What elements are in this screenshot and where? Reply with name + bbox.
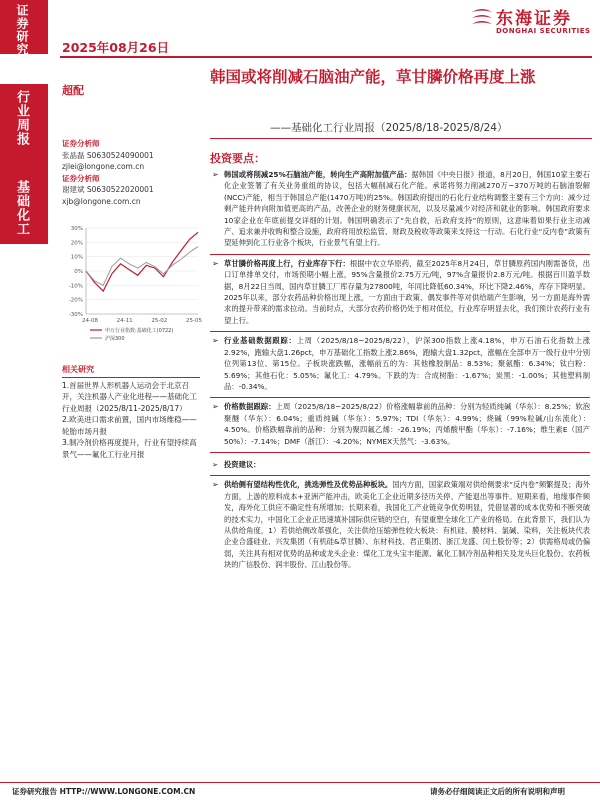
related-heading: 相关研究 [62, 364, 200, 378]
analyst-label: 证券分析师 [62, 173, 100, 183]
related-item[interactable]: 1.首届世界人形机器人运动会于北京召开，关注机器人产业化进程——基础化工行业周报（2025/8/11-2025/8/17） [62, 380, 197, 413]
analyst-label: 证券分析师 [62, 139, 100, 148]
report-date: 2025年08月26日 [62, 40, 170, 55]
report-body [210, 166, 590, 571]
bullet-icon: ➢ [212, 336, 219, 346]
chart-y-tick-label: -20% [68, 297, 83, 304]
footer-disclaimer: 请务必仔细阅读正文后的所有说明和声明 [430, 787, 565, 796]
section-title: 投资要点： [210, 152, 265, 165]
key-point-text: 上周（2025/8/18~2025/8/22），沪深300指数上涨4.18%，申万石油石化指数上涨2.92%，跑输大盘1.26pct，申万基础化工指数上涨2.86%，跑输大盘1.32pct，涨幅在全部申万一级行业中分别位列第13位、第15位。子板块涨跌幅，涨幅前五的为：其他橡胶制品：8.53%；聚氨酯：6.34%；钛白粉：5.69%；其他石化：5.05%；氟化工：4.79%。下跌的为：合成树脂：-1.67%；炭黑：-1.00%；其他塑料制品：-0.34%。 [224, 336, 591, 391]
bullet-icon: ➢ [212, 258, 219, 268]
key-point-lead: 价格数据跟踪： [224, 402, 276, 412]
key-point-text: 根据中农立华原药，截至2025年8月24日，草甘膦原药国内刚需备货，出口订单排单交付，市场预期小幅上涨，95%含量报价2.75万元/吨，97%含量报价2.8万元/吨。根据百川盈孚数据，8月22日当周，国内草甘膦工厂库存量为27800吨，年同比降低60.34%，环比下降2.46%，库存下降明显。2025年以来，部分农药品种价格出现上涨，一方面由于政策、偶发事件等对供给端产生影响，另一方面是海外需求的提升带来的需求拉动。当前时点，大部分农药价格仍处于相对低位，行业库存明显去化，我们预计农药行业有望上行。 [224, 258, 590, 325]
brand-logo [470, 4, 594, 44]
chart-series-line [86, 247, 198, 286]
related-item[interactable]: 2.欧美进口需求前置，国内市场维稳——轮胎市场月报 [62, 415, 197, 436]
side-industry: 基础化工 [14, 180, 29, 236]
key-point-4 [210, 401, 590, 447]
related-research [62, 364, 200, 460]
advice-heading [210, 459, 590, 470]
divider [210, 331, 590, 332]
performance-chart [60, 222, 202, 350]
chart-y-tick-label: -30% [68, 312, 83, 318]
key-point-1 [210, 169, 590, 249]
analyst-email[interactable]: zjlei@longone.com.cn [62, 162, 145, 171]
bullet-icon: ➢ [212, 480, 219, 490]
report-subtitle: ——基础化工行业周报（2025/8/18-2025/8/24） [270, 122, 508, 134]
bullet-icon: ➢ [212, 402, 219, 412]
chart-series-line [86, 232, 198, 291]
key-point-lead: 韩国或将削减25%石脑油产能，转向生产高附加值产品： [224, 170, 412, 179]
chart-x-tick-label: 24-11 [116, 318, 133, 324]
header-divider [60, 56, 592, 58]
analyst-name: 谢建斌 S0630522020001 [62, 185, 154, 194]
side-report-type: 行业周报 [14, 90, 29, 146]
key-point-text: 上周（2025/8/18~2025/8/22）价格涨幅靠前的品种：分别为轻质纯碱（华东）：8.25%；软泡聚醚（华东）：6.04%；重质纯碱（华东）：5.97%；TDI（华东）：4.99%；烧碱（99%粒碱/山东流化）：4.50%。价格跌幅靠前的品种：分别为聚四氟乙烯：-26.19%；丙烯酸甲酯（华东）：-7.16%；维生素E（国产50%）：-7.14%；DMF（浙江）：-4.20%；NYMEX天然气：-3.63%。 [224, 402, 590, 446]
bullet-icon: ➢ [212, 459, 219, 469]
advice-heading-text: 投资建议： [224, 459, 261, 469]
chart-x-tick-label: 25-05 [186, 318, 202, 324]
chart-y-tick-label: 20% [70, 240, 83, 247]
related-item[interactable]: 3.制冷剂价格再度提升，行业有望持续高景气——氟化工行业月报 [62, 438, 197, 459]
chart-x-tick-label: 24-08 [82, 318, 98, 324]
chart-y-tick-label: 30% [70, 226, 83, 232]
key-point-lead: 行业基础数据跟踪： [224, 336, 297, 346]
footer-left[interactable]: 证券研究报告 HTTP://WWW.LONGONE.COM.CN [12, 787, 196, 796]
chart-legend-label: 申万行业指数:基础化工(0722) [105, 328, 174, 334]
analyst-email[interactable]: xjb@longone.com.cn [62, 196, 141, 206]
bullet-icon: ➢ [212, 170, 219, 179]
divider [210, 397, 590, 398]
logo-text-cn: 东海证券 [496, 9, 572, 29]
side-tag-research-text: 证券研究 [15, 4, 29, 56]
analyst-block [62, 138, 202, 207]
chart-y-tick-label: -10% [68, 283, 83, 290]
report-title: 韩国或将削减石脑油产能，草甘膦价格再度上涨 [210, 68, 536, 86]
key-point-2 [210, 258, 590, 326]
logo-mark-icon [470, 6, 494, 30]
chart-legend-label: 沪深300 [105, 336, 125, 342]
key-point-lead: 供给侧有望结构性优化，挑选弹性及优势品种板块。 [224, 480, 393, 490]
divider [210, 452, 590, 453]
divider [210, 254, 590, 255]
analyst-name: 张晶磊 S0630524090001 [62, 150, 154, 160]
divider [210, 475, 590, 476]
key-point-5 [210, 479, 590, 570]
chart-y-tick-label: 0% [74, 269, 83, 275]
industry-rating: 超配 [62, 84, 84, 97]
chart-x-tick-label: 25-02 [151, 318, 168, 324]
title-divider [210, 138, 592, 139]
key-point-3 [210, 335, 590, 392]
key-point-text: 国内方面，国家政策端对供给侧要求“反内卷”频繁提及；海外方面，上游的原料成本+亚洲产能冲击，欧美化工企业近期多径历关停、产能退出等事件。短期来看，地缘事件频发，海外化工供应不确定性有所增加；长期来看，我国化工产业链竞争优势明显，凭借显著的成本优势和不断突破的技术实力，中国化工企业正迅速填补国际供应链的空白，有望重塑全球化工产业的格局。在此背景下，我们认为从供给角度，1）若供给侧改革强化，关注供给压缩弹性较大板块：有机硅、膜材料、氯碱、染料，关注板块代表企业合盛硅业、兴发集团（有机硅&草甘膦）、东材科技、君正集团、浙江龙盛、闰土股份等；2）供需格局或仍偏弱，关注具有相对优势的品种或龙头企业：煤化工龙头宝丰能源、氟化工制冷剂品种相关及龙头巨化股份、农药板块的广信股份、润丰股份、江山股份等。 [224, 480, 591, 570]
footer-divider [0, 782, 600, 783]
key-point-lead: 草甘膦价格再度上行，行业库存下行： [224, 258, 350, 268]
logo-text-en: DONGHAI SECURITIES [496, 27, 591, 35]
chart-y-tick-label: 10% [70, 254, 83, 261]
key-point-text: 据韩国《中央日报》报道，8月20日，韩国10家主要石化企业签署了有关业务重组的协议，包括大幅削减石化产能。承诺将努力削减270万~370万吨的石脑油裂解(NCC)产能，相当于韩国总产能(1470万吨)的25%。韩国政府提出的石化行业结构调整主要有三个方向：减少过剩产能并转向附加值更高的产品，改善企业的财务健康状况，以及尽量减少对经济和就业的影响。韩国政府要求10家企业在年底前提交详细的计划。韩国明确表示了“先自救，后政府支持”的原则，这意味着如果行业主动减产、追求兼并收购和整合设施，政府将用放松监管、财政及税收等政策来支持这一行动。石化行业“反内卷”政策有望延伸到化工行业各个板块，行业景气有望上行。 [224, 170, 590, 248]
